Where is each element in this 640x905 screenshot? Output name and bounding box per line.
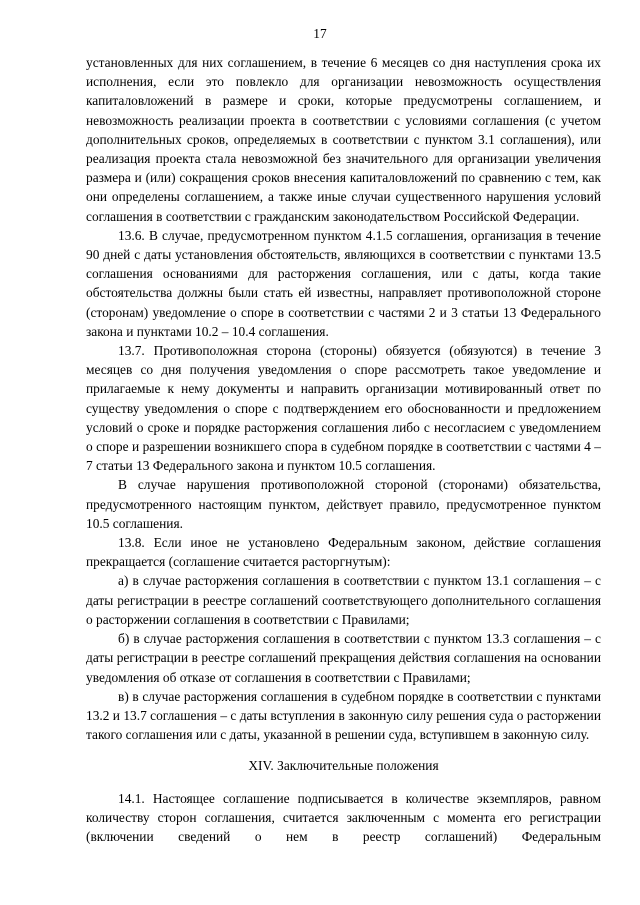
paragraph-13-8-a: а) в случае расторжения соглашения в соответствии с пунктом 13.1 соглашения – с даты регистрации в реестре соглашений соответствующего дополнительного соглашения о расторжении соглашения в соответствии с Правилами; [86,573,601,627]
paragraph-13-7-violation: В случае нарушения противоположной стороной (сторонами) обязательства, предусмотренного настоящим пунктом, действует правило, предусмотренное пунктом 10.5 соглашения. [86,477,601,531]
page-number: 17 [313,26,327,41]
paragraph-14-1: 14.1. Настоящее соглашение подписывается в количестве экземпляров, равном количеству сторон соглашения, считается заключенным с момента его регистрации (включении сведений о нем в реестр соглашений) Федеральным [86,790,601,844]
paragraph-13-8: 13.8. Если иное не установлено Федеральным законом, действие соглашения прекращается (соглашение считается расторгнутым): [86,535,601,570]
paragraph-13-7: 13.7. Противоположная сторона (стороны) обязуется (обязуются) в течение 3 месяцев со дня получения уведомления о споре рассмотреть такое уведомление и прилагаемые к нему документы и направить организации мотивированный ответ по существу уведомления о споре с подтверждением его обоснованности и предложением условий о сроке и порядке расторжения соглашения либо с несогласием с уведомлением о споре и разрешении возникшего спора в судебном порядке в соответствии с частями 4 – 7 статьи 13 Федерального закона и пунктом 10.5 соглашения. [86,343,601,474]
paragraph-continuation: установленных для них соглашением, в течение 6 месяцев со дня наступления срока их исполнения, если это повлекло для организации невозможность осуществления капиталовложений в размере и сроки, которые предусмотрены соглашением, и невозможность реализации проекта в соответствии с условиями соглашения (с учетом дополнительных сроков, определяемых в соответствии с пунктом 3.1 соглашения), или реализация проекта стала невозможной без значительного для организации увеличения размера и (или) сокращения сроков внесения капиталовложений по сравнению с тем, как они определены соглашением, а также иные случаи существенного нарушения условий соглашения в соответствии с гражданским законодательством Российской Федерации. [86,55,601,224]
paragraph-13-8-v: в) в случае расторжения соглашения в судебном порядке в соответствии с пунктами 13.2 и 13.7 соглашения – с даты вступления в законную силу решения суда о расторжении такого соглашения или с даты, указанной в решении суда, вступившем в законную силу. [86,688,601,743]
section-heading: XIV. Заключительные положения [248,758,439,774]
paragraph-13-6: 13.6. В случае, предусмотренном пунктом 4.1.5 соглашения, организация в течение 90 дней с даты установления обстоятельств, являющихся в соответствии с пунктами 13.5 соглашения основаниями для расторжения соглашения, или с даты, когда такие обстоятельства должны были стать ей известны, направляет противоположной стороне (сторонам) уведомление о споре в соответствии с частями 2 и 3 статьи 13 Федерального закона и пунктами 10.2 – 10.4 соглашения. [86,227,601,339]
document-body [86,53,601,846]
paragraph-13-8-b: б) в случае расторжения соглашения в соответствии с пунктом 13.3 соглашения – с даты регистрации в реестре соглашений прекращения действия соглашения на основании уведомления об отказе от соглашения в соответствии с Правилами; [86,631,601,685]
